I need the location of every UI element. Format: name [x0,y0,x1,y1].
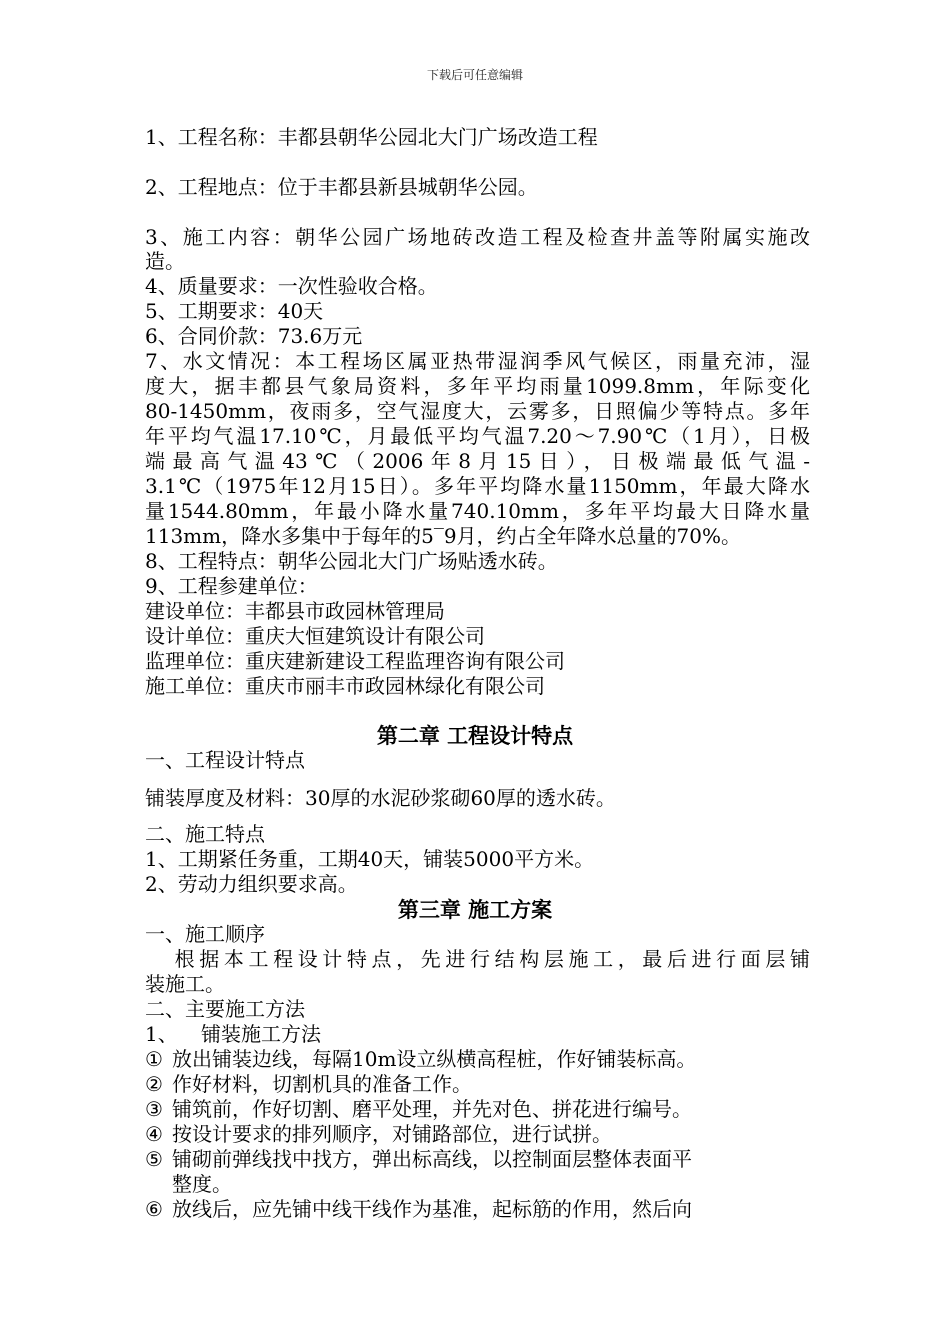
subheading-title: 铺装施工方法 [201,1022,321,1046]
project-info-item-1-line: 1、工程名称：丰都县朝华公园北大门广场改造工程 [145,125,598,149]
project-info-item-3-cont: 造。 [145,249,185,273]
step-2-mark: ② [145,1072,163,1096]
hydrology-line-3: 80-1450mm，夜雨多，空气湿度大，云雾多，日照偏少等特点。多年 [145,399,810,423]
hydrology-line-6: 3.1℃（1975年12月15日）。多年平均降水量1150mm，年最大降水 [145,474,810,498]
chapter-3-heading-2: 二、主要施工方法 [145,997,305,1021]
step-5-mark: ⑤ [145,1147,163,1171]
chapter-3-paragraph-1-cont: 装施工。 [145,972,225,996]
step-3-mark: ③ [145,1097,163,1121]
chapter-3-heading-1: 一、施工顺序 [145,922,265,946]
step-6-text: 放线后，应先铺中线干线作为基准，起标筋的作用，然后向 [172,1197,692,1221]
step-2-text: 作好材料，切割机具的准备工作。 [172,1072,472,1096]
step-1 [145,1047,810,1072]
step-4 [145,1122,810,1147]
step-6 [145,1197,810,1222]
supervision-unit: 监理单位：重庆建新建设工程监理咨询有限公司 [145,649,565,673]
hydrology-line-4: 年平均气温17.10℃，月最低平均气温7.20～7.90℃（1月），日极 [145,424,810,448]
step-1-text: 放出铺装边线，每隔10m设立纵横高程桩，作好铺装标高。 [172,1047,697,1071]
project-info-item-8: 8、工程特点：朝华公园北大门广场贴透水砖。 [145,549,558,573]
chapter-2-title: 第二章 工程设计特点 [376,723,574,748]
hydrology-line-1: 7、水文情况：本工程场区属亚热带湿润季风气候区，雨量充沛，湿 [145,349,810,373]
chapter-2-paragraph-3: 2、劳动力组织要求高。 [145,872,358,896]
step-4-mark: ④ [145,1122,163,1146]
step-5-cont [145,1172,810,1197]
project-info-item-9: 9、工程参建单位： [145,574,318,598]
step-5-text: 铺砌前弹线找中找方，弹出标高线，以控制面层整体表面平 [172,1147,692,1171]
step-4-text: 按设计要求的排列顺序，对铺路部位，进行试拼。 [172,1122,612,1146]
chapter-3-paragraph-1 [145,947,810,972]
hydrology-line-5: 端最高气温43℃（2006年8月15日），日极端最低气温- [145,449,810,473]
project-info-item-6: 6、合同价款：73.6万元 [145,324,363,348]
chapter-3-subheading [145,1022,810,1047]
chapter-2-paragraph-2: 1、工期紧任务重，工期40天，铺装5000平方米。 [145,847,595,871]
construction-unit: 施工单位：重庆市丽丰市政园林绿化有限公司 [145,674,545,698]
hydrology-line-8: 113mm，降水多集中于每年的5‾9月，约占全年降水总量的70%。 [145,524,742,548]
step-5 [145,1147,810,1172]
chapter-2-paragraph-1: 铺装厚度及材料：30厚的水泥砂浆砌60厚的透水砖。 [145,786,616,810]
chapter-3-paragraph-1-text: 根据本工程设计特点，先进行结构层施工，最后进行面层铺 [170,947,810,971]
step-1-mark: ① [145,1047,163,1071]
chapter-3-title: 第三章 施工方案 [397,897,553,922]
step-3 [145,1097,810,1122]
owner-unit: 建设单位：丰都县市政园林管理局 [145,599,445,623]
step-6-mark: ⑥ [145,1197,163,1221]
project-info-item-5: 5、工期要求：40天 [145,299,324,323]
hydrology-line-2: 度大，据丰都县气象局资料，多年平均雨量1099.8mm，年际变化 [145,374,810,398]
project-info-item-3: 3、施工内容：朝华公园广场地砖改造工程及检查井盖等附属实施改 [145,225,810,249]
step-3-text: 铺筑前，作好切割、磨平处理，并先对色、拼花进行编号。 [172,1097,692,1121]
step-2 [145,1072,810,1097]
project-info-item-4: 4、质量要求：一次性验收合格。 [145,274,438,298]
project-info-item-2: 2、工程地点：位于丰都县新县城朝华公园。 [145,175,538,199]
subheading-number: 1、 [145,1022,178,1046]
chapter-2-heading-1: 一、工程设计特点 [145,748,305,772]
design-unit: 设计单位：重庆大恒建筑设计有限公司 [145,624,485,648]
step-5-cont-text: 整度。 [172,1172,232,1196]
page-header-note: 下载后可任意编辑 [426,68,523,82]
hydrology-line-7: 量1544.80mm，年最小降水量740.10mm，多年平均最大日降水量 [145,499,810,523]
chapter-2-heading-2: 二、施工特点 [145,822,265,846]
